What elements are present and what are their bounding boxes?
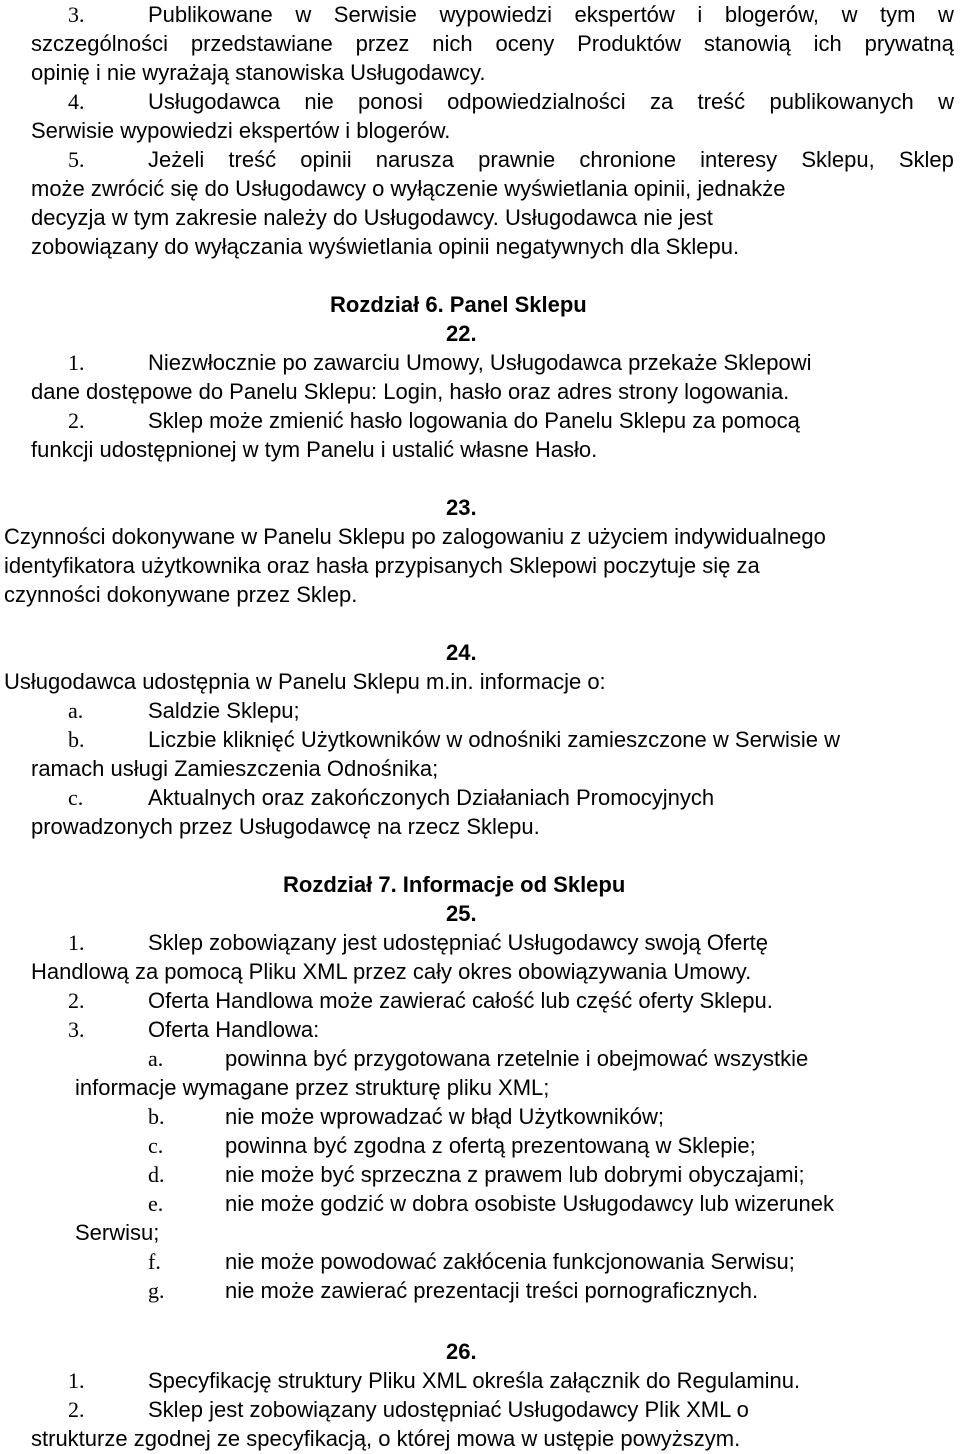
paragraph-line: Serwisu;: [75, 1220, 160, 1245]
section-number: 26.: [446, 1339, 477, 1364]
paragraph-line: identyfikatora użytkownika oraz hasła przypisanych Sklepowi poczytuje się za: [4, 553, 760, 578]
item-letter: e.: [148, 1191, 164, 1216]
item-number: 2.: [68, 1397, 85, 1422]
paragraph-line: powinna być przygotowana rzetelnie i obejmować wszystkie: [225, 1046, 809, 1071]
item-number: 3.: [68, 1017, 85, 1042]
paragraph-line: Liczbie kliknięć Użytkowników w odnośniki zamieszczone w Serwisie w: [148, 727, 841, 752]
item-letter: d.: [148, 1162, 165, 1187]
item-letter: b.: [148, 1104, 165, 1129]
paragraph-line: funkcji udostępnionej w tym Panelu i ustalić własne Hasło.: [31, 437, 598, 462]
paragraph-line: Serwisie wypowiedzi ekspertów i blogerów.: [31, 118, 451, 143]
paragraph-line: nie może zawierać prezentacji treści pornograficznych.: [225, 1278, 759, 1303]
paragraph-line: zobowiązany do wyłączania wyświetlania opinii negatywnych dla Sklepu.: [31, 234, 740, 259]
paragraph-line: Czynności dokonywane w Panelu Sklepu po zalogowaniu z użyciem indywidualnego: [4, 524, 826, 549]
chapter-heading: Rozdział 7. Informacje od Sklepu: [283, 872, 626, 897]
paragraph-line: Sklep zobowiązany jest udostępniać Usługodawcy swoją Ofertę: [148, 930, 768, 955]
item-letter: f.: [148, 1249, 161, 1274]
item-number: 1.: [68, 350, 85, 375]
item-letter: c.: [148, 1133, 164, 1158]
item-letter: b.: [68, 727, 85, 752]
section-number: 24.: [446, 640, 477, 665]
paragraph-line: nie może wprowadzać w błąd Użytkowników;: [225, 1104, 664, 1129]
item-number: 3.: [68, 2, 85, 27]
paragraph-line: strukturze zgodnej ze specyfikacją, o której mowa w ustępie powyższym.: [31, 1426, 741, 1451]
item-number: 2.: [68, 408, 85, 433]
paragraph-line: informacje wymagane przez strukturę pliku XML;: [75, 1075, 550, 1100]
item-number: 1.: [68, 1368, 85, 1393]
paragraph-line: Usługodawca nie ponosi odpowiedzialności za treść publikowanych w: [148, 89, 954, 114]
item-letter: g.: [148, 1278, 165, 1303]
paragraph-line: czynności dokonywane przez Sklep.: [4, 582, 358, 607]
item-letter: a.: [148, 1046, 164, 1071]
item-number: 2.: [68, 988, 85, 1013]
paragraph-line: Jeżeli treść opinii narusza prawnie chronione interesy Sklepu, Sklep: [148, 147, 954, 172]
paragraph-line: Publikowane w Serwisie wypowiedzi ekspertów i blogerów, w tym w: [148, 2, 954, 27]
paragraph-line: nie może godzić w dobra osobiste Usługodawcy lub wizerunek: [225, 1191, 834, 1216]
item-letter: c.: [68, 785, 84, 810]
paragraph-line: decyzja w tym zakresie należy do Usługodawcy. Usługodawca nie jest: [31, 205, 713, 230]
paragraph-line: Handlową za pomocą Pliku XML przez cały okres obowiązywania Umowy.: [31, 959, 752, 984]
section-number: 25.: [446, 901, 477, 926]
paragraph-line: Oferta Handlowa:: [148, 1017, 320, 1042]
item-number: 4.: [68, 89, 85, 114]
paragraph-line: Specyfikację struktury Pliku XML określa załącznik do Regulaminu.: [148, 1368, 801, 1393]
paragraph-line: opinię i nie wyrażają stanowiska Usługodawcy.: [31, 60, 486, 85]
paragraph-line: Sklep może zmienić hasło logowania do Panelu Sklepu za pomocą: [148, 408, 800, 433]
paragraph-line: Oferta Handlowa może zawierać całość lub część oferty Sklepu.: [148, 988, 773, 1013]
paragraph-line: Saldzie Sklepu;: [148, 698, 300, 723]
paragraph-line: Sklep jest zobowiązany udostępniać Usługodawcy Plik XML o: [148, 1397, 749, 1422]
paragraph-line: może zwrócić się do Usługodawcy o wyłączenie wyświetlania opinii, jednakże: [31, 176, 786, 201]
item-number: 5.: [68, 147, 85, 172]
item-letter: a.: [68, 698, 84, 723]
paragraph-line: ramach usługi Zamieszczenia Odnośnika;: [31, 756, 439, 781]
section-number: 22.: [446, 321, 477, 346]
paragraph-line: prowadzonych przez Usługodawcę na rzecz Sklepu.: [31, 814, 540, 839]
section-number: 23.: [446, 495, 477, 520]
paragraph-line: nie może powodować zakłócenia funkcjonowania Serwisu;: [225, 1249, 795, 1274]
paragraph-line: dane dostępowe do Panelu Sklepu: Login, hasło oraz adres strony logowania.: [31, 379, 790, 404]
paragraph-line: Aktualnych oraz zakończonych Działaniach Promocyjnych: [148, 785, 715, 810]
chapter-heading: Rozdział 6. Panel Sklepu: [330, 292, 587, 317]
paragraph-line: szczególności przedstawiane przez nich oceny Produktów stanowią ich prywatną: [31, 31, 954, 56]
paragraph-line: nie może być sprzeczna z prawem lub dobrymi obyczajami;: [225, 1162, 805, 1187]
paragraph-line: Niezwłocznie po zawarciu Umowy, Usługodawca przekaże Sklepowi: [148, 350, 812, 375]
paragraph-line: Usługodawca udostępnia w Panelu Sklepu m.in. informacje o:: [4, 669, 606, 694]
item-number: 1.: [68, 930, 85, 955]
paragraph-line: powinna być zgodna z ofertą prezentowaną w Sklepie;: [225, 1133, 756, 1158]
